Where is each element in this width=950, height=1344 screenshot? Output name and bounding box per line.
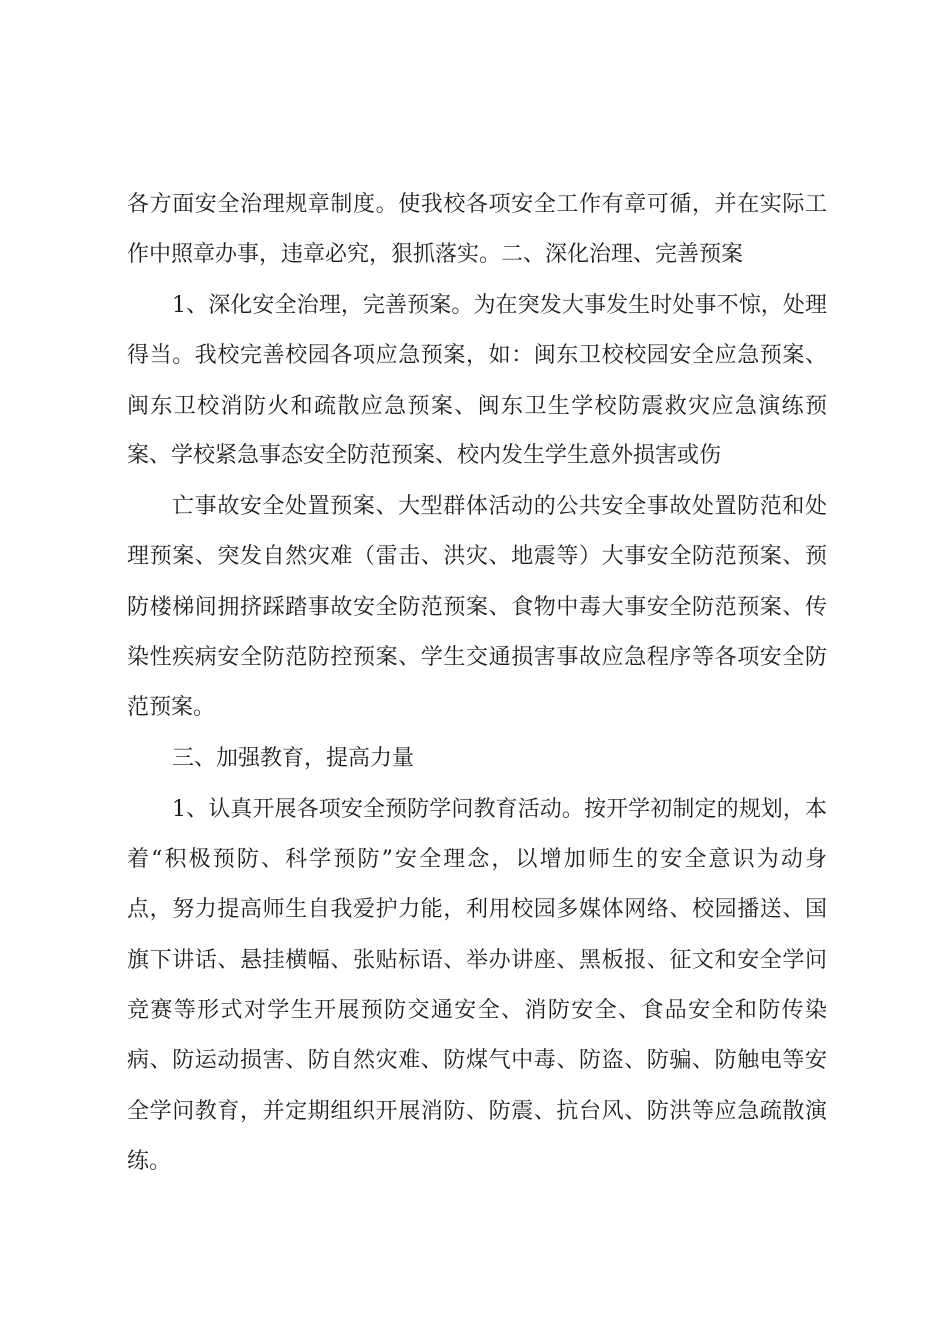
paragraph-start-line: 1、认真开展各项安全预防学问教育活动。按开学初制定的规划，本	[172, 797, 827, 822]
text-line: 防楼梯间拥挤踩踏事故安全防范预案、食物中毒大事安全防范预案、传	[127, 595, 827, 620]
text-line: 旗下讲话、悬挂横幅、张贴标语、举办讲座、黑板报、征文和安全学问	[127, 948, 827, 973]
paragraph-start-line: 1、深化安全治理，完善预案。为在突发大事发生时处事不惊，处理	[172, 293, 827, 318]
section-heading: 三、加强教育，提高力量	[172, 746, 415, 771]
text-line: 范预案。	[127, 695, 216, 720]
text-line: 案、学校紧急事态安全防范预案、校内发生学生意外损害或伤	[127, 443, 722, 468]
text-line: 作中照章办事，违章必究，狠抓落实。二、深化治理、完善预案	[127, 242, 744, 267]
paragraph-start-line: 亡事故安全处置预案、大型群体活动的公共安全事故处置防范和处	[172, 494, 827, 519]
text-line: 竞赛等形式对学生开展预防交通安全、消防安全、食品安全和防传染	[127, 998, 827, 1023]
text-line: 练。	[127, 1149, 172, 1174]
text-line: 着“积极预防、科学预防”安全理念，以增加师生的安全意识为动身	[127, 847, 827, 872]
text-line: 染性疾病安全防范防控预案、学生交通损害事故应急程序等各项安全防	[127, 645, 827, 670]
text-line: 点，努力提高师生自我爱护力能，利用校园多媒体网络、校园播送、国	[127, 897, 827, 922]
text-line: 得当。我校完善校园各项应急预案，如：闽东卫校校园安全应急预案、	[127, 343, 827, 368]
text-line: 病、防运动损害、防自然灾难、防煤气中毒、防盗、防骗、防触电等安	[127, 1048, 827, 1073]
text-line: 闽东卫校消防火和疏散应急预案、闽东卫生学校防震救灾应急演练预	[127, 394, 827, 419]
text-line: 理预案、突发自然灾难（雷击、洪灾、地震等）大事安全防范预案、预	[127, 544, 827, 569]
text-line: 全学问教育，并定期组织开展消防、防震、抗台风、防洪等应急疏散演	[127, 1099, 827, 1124]
text-line: 各方面安全治理规章制度。使我校各项安全工作有章可循，并在实际工	[127, 192, 827, 217]
